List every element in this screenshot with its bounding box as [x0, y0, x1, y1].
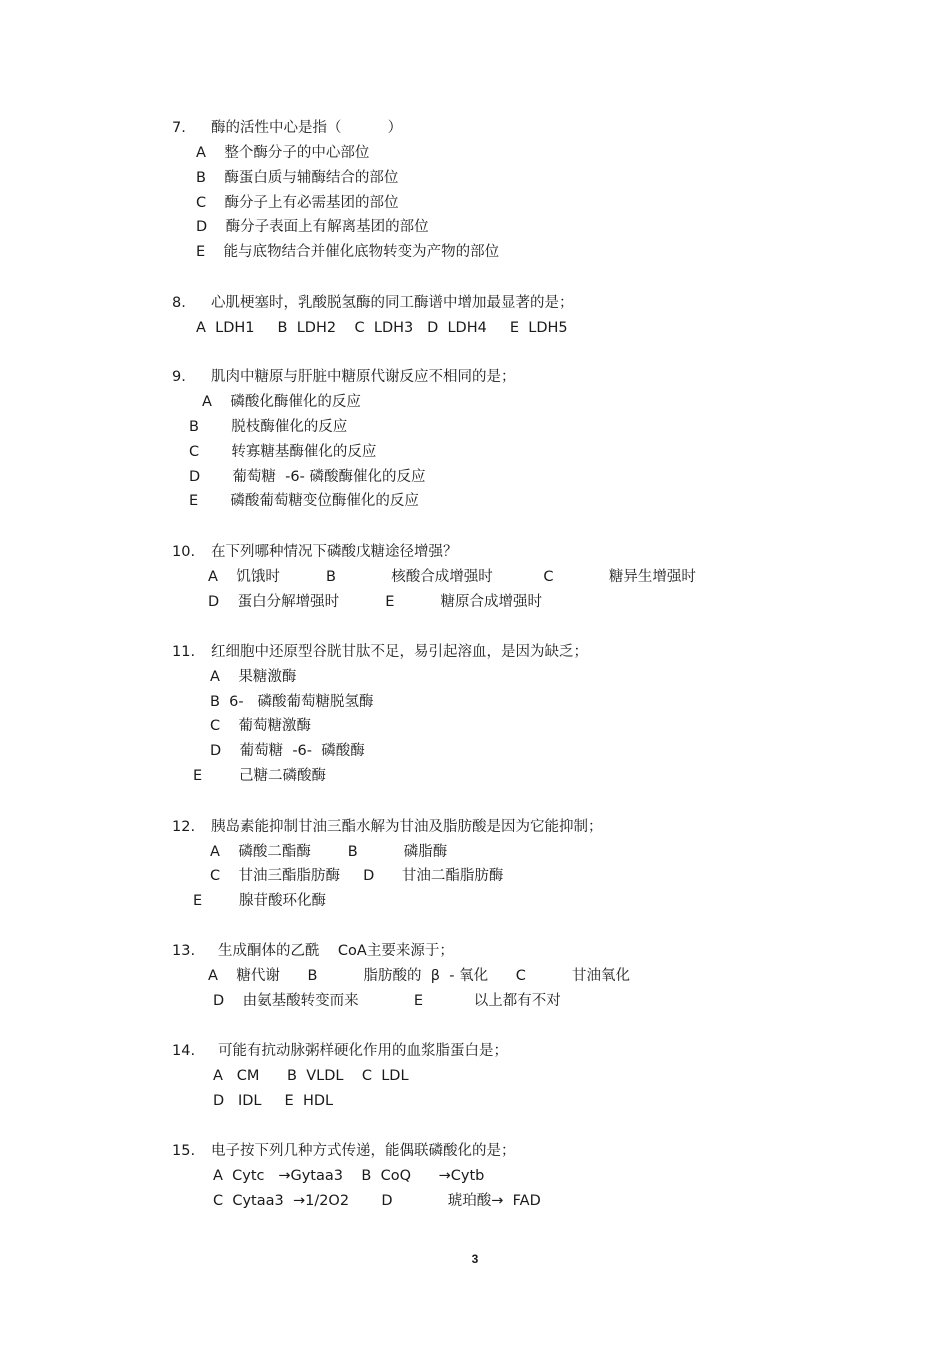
question-stem: 可能有抗动脉粥样硬化作用的血浆脂蛋白是； [218, 1043, 508, 1059]
question-number: 13. [172, 943, 196, 959]
answer-option: A Cytc →Gytaa3 B CoQ →Cytb [213, 1168, 485, 1184]
question-stem: 红细胞中还原型谷胱甘肽不足，易引起溶血，是因为缺乏； [211, 644, 588, 660]
question-stem: 在下列哪种情况下磷酸戊糖途径增强？ [211, 544, 458, 560]
question-number: 11. [172, 644, 196, 660]
answer-option: D 由氨基酸转变而来 E 以上都有不对 [213, 993, 561, 1009]
answer-option: A LDH1 B LDH2 C LDH3 D LDH4 E LDH5 [196, 320, 568, 336]
question-stem: 肌肉中糖原与肝脏中糖原代谢反应不相同的是； [211, 369, 516, 385]
question-stem: 酶的活性中心是指（ ） [211, 120, 403, 136]
page-number: 3 [471, 1252, 479, 1266]
question-number: 7. [172, 120, 186, 136]
answer-option: E 己糖二磷酸酶 [193, 768, 327, 784]
answer-option: A 磷酸二酯酶 B 磷脂酶 [210, 844, 448, 860]
answer-option: C 葡萄糖激酶 [210, 718, 312, 734]
question-number: 10. [172, 544, 196, 560]
answer-option: B 脱枝酶催化的反应 [189, 419, 348, 435]
answer-option: A 饥饿时 B 核酸合成增强时 C 糖异生增强时 [208, 569, 696, 585]
answer-option: C 酶分子上有必需基团的部位 [196, 195, 399, 211]
answer-option: D 蛋白分解增强时 E 糖原合成增强时 [208, 594, 542, 610]
answer-option: E 磷酸葡萄糖变位酶催化的反应 [189, 493, 419, 509]
question-number: 15. [172, 1143, 196, 1159]
answer-option: C 甘油三酯脂肪酶 D 甘油二酯脂肪酶 [210, 868, 504, 884]
answer-option: A 磷酸化酶催化的反应 [202, 394, 361, 410]
question-number: 14. [172, 1043, 196, 1059]
answer-option: A 整个酶分子的中心部位 [196, 145, 370, 161]
answer-option: D 葡萄糖 -6- 磷酸酶 [210, 743, 365, 759]
question-stem: 心肌梗塞时，乳酸脱氢酶的同工酶谱中增加最显著的是； [211, 295, 574, 311]
answer-option: C Cytaa3 →1/2O2 D 琥珀酸→ FAD [213, 1193, 541, 1209]
question-number: 9. [172, 369, 186, 385]
question-stem: 电子按下列几种方式传递，能偶联磷酸化的是； [211, 1143, 516, 1159]
answer-option: D 酶分子表面上有解离基团的部位 [196, 219, 429, 235]
answer-option: E 能与底物结合并催化底物转变为产物的部位 [196, 244, 500, 260]
question-stem: 胰岛素能抑制甘油三酯水解为甘油及脂肪酸是因为它能抑制； [211, 819, 603, 835]
answer-option: E 腺苷酸环化酶 [193, 893, 327, 909]
answer-option: D IDL E HDL [213, 1093, 334, 1109]
answer-option: B 6- 磷酸葡萄糖脱氢酶 [210, 694, 374, 710]
question-number: 8. [172, 295, 186, 311]
answer-option: A 糖代谢 B 脂肪酸的 β - 氧化 C 甘油氧化 [208, 968, 630, 984]
question-number: 12. [172, 819, 196, 835]
answer-option: C 转寡糖基酶催化的反应 [189, 444, 377, 460]
answer-option: D 葡萄糖 -6- 磷酸酶催化的反应 [189, 469, 426, 485]
question-stem: 生成酮体的乙酰 CoA主要来源于； [218, 943, 454, 959]
answer-option: B 酶蛋白质与辅酶结合的部位 [196, 170, 399, 186]
answer-option: A CM B VLDL C LDL [213, 1068, 409, 1084]
answer-option: A 果糖激酶 [210, 669, 297, 685]
